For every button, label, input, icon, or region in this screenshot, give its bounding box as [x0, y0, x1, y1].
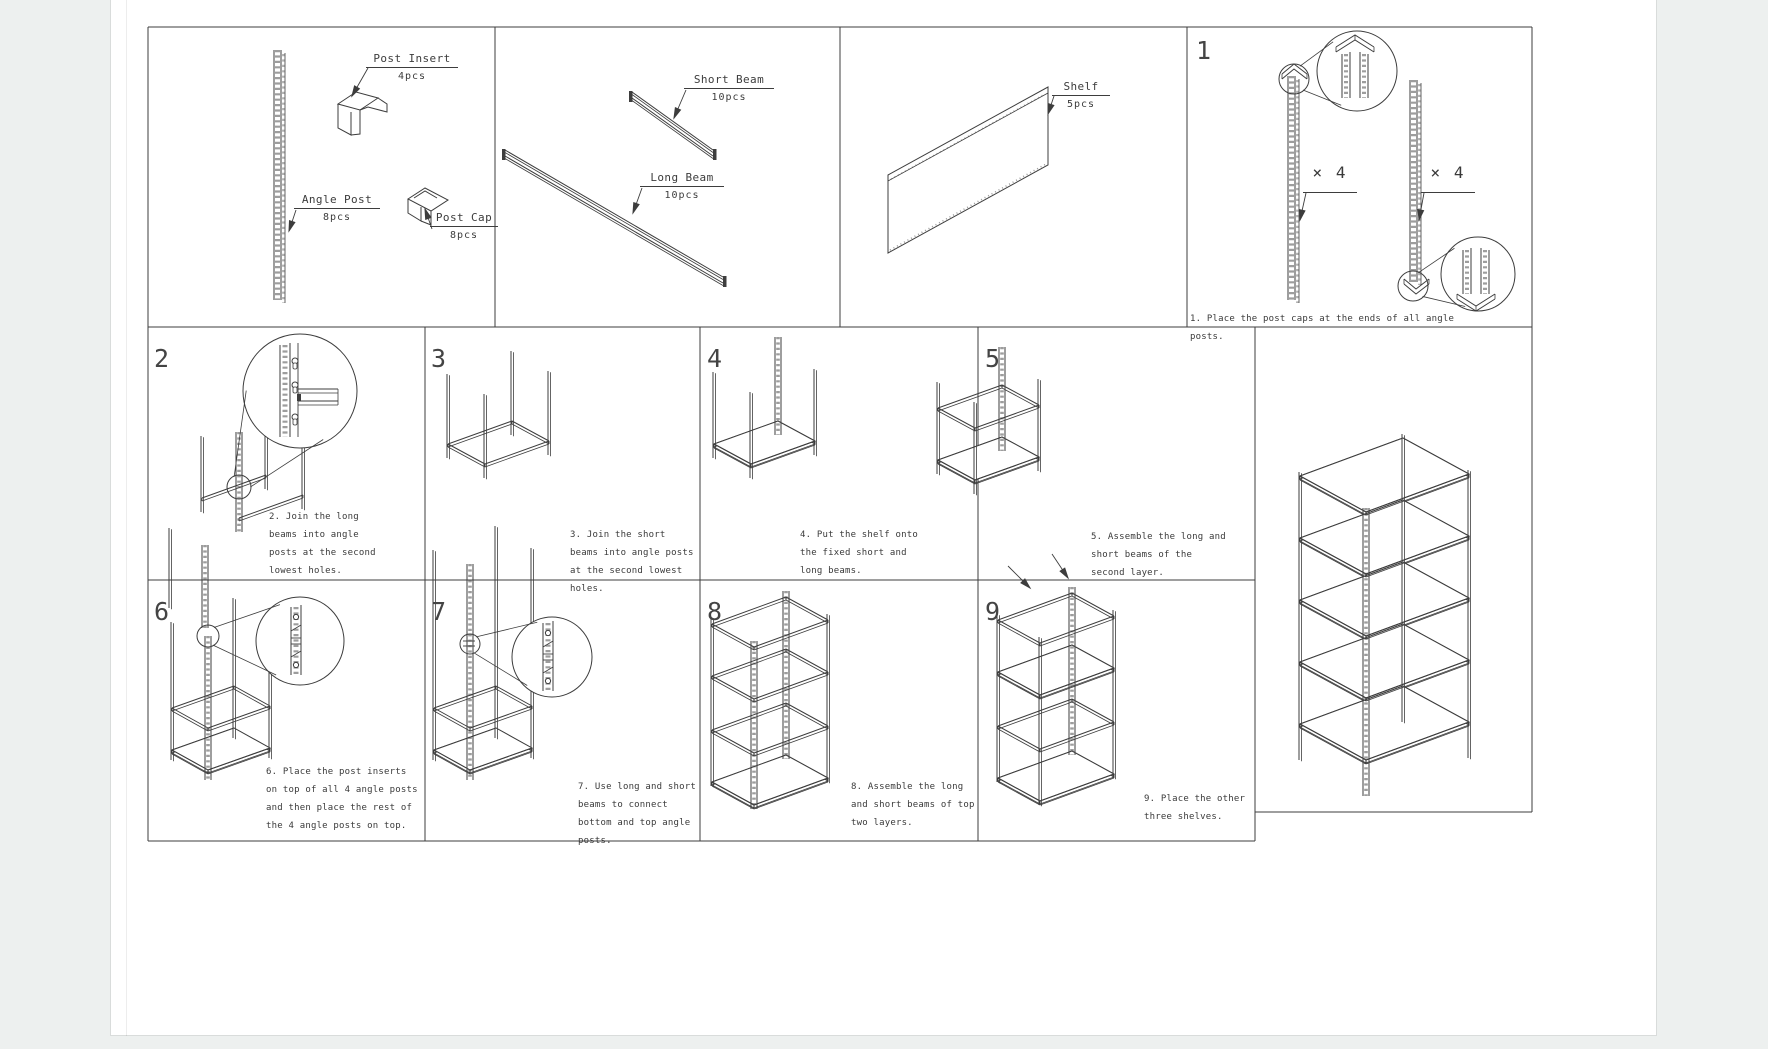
part-qty: 5pcs [1066, 99, 1096, 110]
multiplier-label: × 4 [1303, 163, 1357, 193]
step-caption-9: 9. Place the other three shelves. [1144, 794, 1246, 822]
part-label-long-beam [640, 171, 724, 201]
part-name: Angle Post [294, 193, 380, 209]
part-name: Long Beam [640, 171, 724, 187]
step-number-1: 1 [1196, 36, 1212, 65]
step2-art [201, 334, 357, 532]
part-qty: 4pcs [397, 71, 427, 82]
step-caption-6: 6. Place the post inserts on top of all 4 angle posts and then place the rest of the 4 angle posts on top. [266, 767, 418, 831]
multiplier-label: × 4 [1421, 163, 1475, 193]
part-qty: 8pcs [322, 212, 352, 223]
part-label-post-insert [366, 52, 458, 82]
step-number-3: 3 [431, 344, 447, 373]
final-assembly-art [1299, 434, 1470, 796]
part-qty: 10pcs [664, 190, 700, 201]
step7-art [433, 526, 592, 780]
part-label-short-beam [684, 73, 774, 103]
step-number-4: 4 [707, 344, 723, 373]
step-caption-7: 7. Use long and short beams to connect bottom and top angle posts. [578, 782, 696, 846]
panel-parts-posts [274, 50, 448, 303]
step-caption-1: 1. Place the post caps at the ends of all angle posts. [1190, 314, 1455, 342]
step-number-6: 6 [154, 597, 170, 626]
part-name: Post Cap [430, 211, 498, 227]
part-name: Post Insert [366, 52, 458, 68]
part-qty: 8pcs [449, 230, 479, 241]
step-number-9: 9 [985, 597, 1001, 626]
step4-art [713, 337, 816, 479]
step3-art [447, 351, 550, 479]
step-caption-8: 8. Assemble the long and short beams of top two layers. [851, 782, 975, 828]
step-caption-2: 2. Join the long beams into angle posts at the second lowest holes. [269, 512, 376, 576]
part-label-shelf [1052, 80, 1110, 110]
step-number-5: 5 [985, 344, 1001, 373]
step-caption-5: 5. Assemble the long and short beams of the second layer. [1091, 532, 1226, 578]
step-number-8: 8 [707, 597, 723, 626]
step-caption-3: 3. Join the short beams into angle posts at the second lowest holes. [570, 530, 694, 594]
panel-parts-shelf [888, 87, 1054, 253]
part-name: Shelf [1052, 80, 1110, 96]
part-label-post-cap [430, 211, 498, 241]
part-label-angle-post [294, 193, 380, 223]
step8-art [711, 591, 829, 809]
step-number-7: 7 [431, 597, 447, 626]
part-qty: 10pcs [711, 92, 747, 103]
step9-art [997, 554, 1115, 806]
part-name: Short Beam [684, 73, 774, 89]
step-number-2: 2 [154, 344, 170, 373]
step-caption-4: 4. Put the shelf onto the fixed short and long beams. [800, 530, 918, 576]
